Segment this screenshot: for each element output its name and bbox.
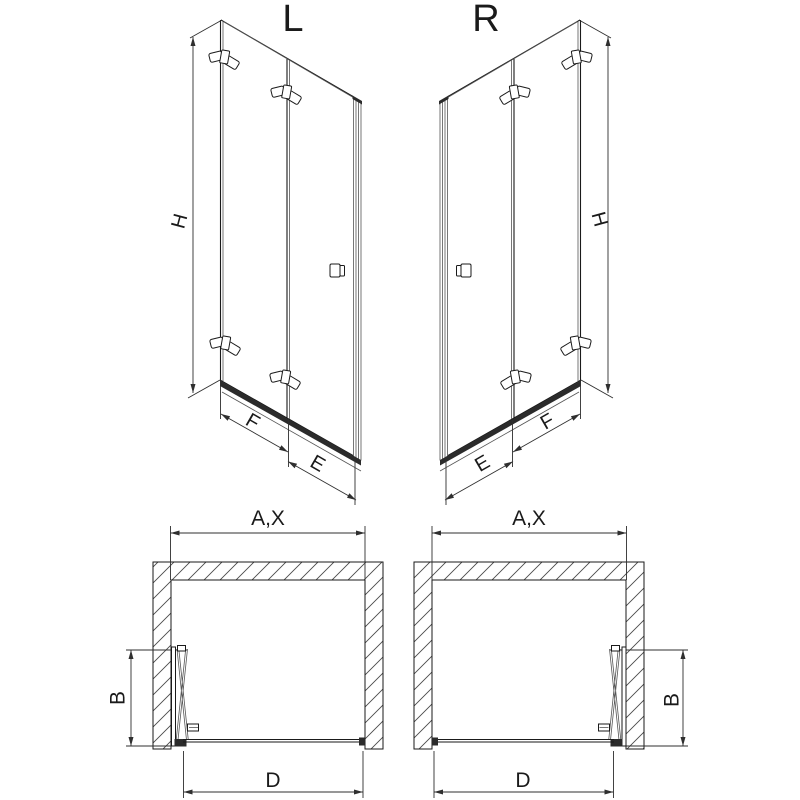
dim-label-entry: D [265,769,281,792]
bottom-rail-edge [440,392,579,471]
dimension-panels [445,382,581,505]
hinge-icon [499,85,530,105]
variant-label-left: L [282,0,304,40]
hinge-icon [270,370,301,390]
dim-lines-panels [221,382,357,505]
dim-label-width: A,X [512,507,546,530]
door-glass-back-edges [223,22,355,420]
dim-label-e: E [471,451,494,477]
wall-profile-lines [440,97,448,461]
wall-profile [172,647,176,746]
door-shoe [611,739,623,747]
hinge-icon [210,336,241,356]
wall-profile-lines [354,97,362,461]
dimension-panels [221,382,357,505]
dim-label-f: F [536,409,559,435]
dim-label-depth: B [660,692,684,708]
handle-icon [330,264,345,277]
threshold-track [432,740,614,743]
hinge-bracket [612,646,620,652]
dim-lines-panels [445,382,581,505]
plan-left-view [106,507,383,798]
hinge-icon [271,85,302,105]
handle-icon [457,264,472,277]
door-shoe [175,739,187,747]
wall-profile-cap [353,96,363,105]
wall-profile [622,647,626,746]
dimension-entry-width [184,751,364,798]
folded-door-plan [599,646,627,747]
threshold-track [183,740,365,743]
hinge-icon [561,50,592,70]
wall-hatched [414,562,644,749]
dim-label-height: H [167,211,193,232]
hinge-icon [209,50,240,70]
bottom-rail [220,381,361,466]
hinge-icon [560,336,591,356]
bottom-rail [440,381,581,466]
door-glass-back-edges [446,22,578,420]
track-end-bracket [359,738,365,746]
dim-label-height: H [586,209,612,230]
folded-door-plan [172,646,199,747]
dim-label-entry: D [515,769,531,792]
folded-panels [609,649,621,740]
elevation-right-view [439,0,613,505]
hinge-icon [500,370,531,390]
dim-label-e: E [306,451,329,477]
dim-label-f: F [241,409,264,435]
wall-profile-cap [439,96,449,105]
wall-hatched [153,562,383,749]
folded-panels [176,649,188,740]
elevation-left-view [167,0,362,505]
dimension-entry-width [434,751,614,798]
variant-label-right: R [472,0,500,40]
plan-right-view [414,507,688,798]
bottom-rail-edge [222,392,361,471]
hinge-bracket [178,646,186,652]
dim-label-depth: B [106,690,130,706]
track-end-bracket [432,738,438,746]
dim-label-width: A,X [251,507,285,530]
